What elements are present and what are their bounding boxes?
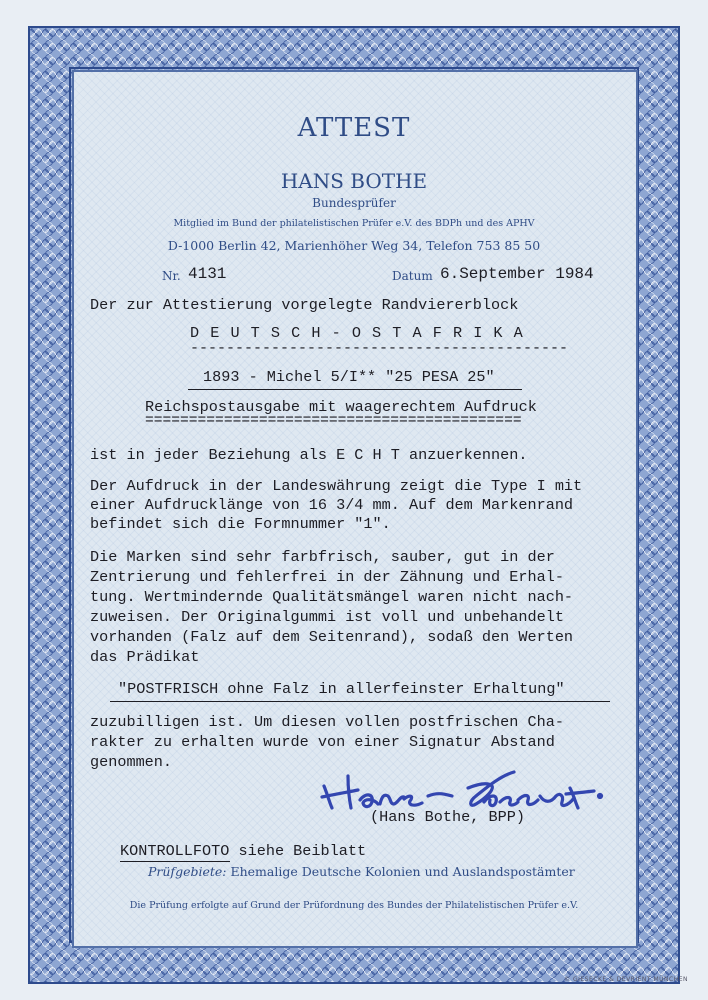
examination-fields-value: Ehemalige Deutsche Kolonien und Auslandspostämter	[230, 864, 575, 879]
issue-line: 1893 - Michel 5/I** "25 PESA 25"	[203, 368, 495, 386]
issue-underline	[188, 389, 522, 390]
control-photo-underline	[120, 861, 230, 862]
examination-fields	[148, 864, 575, 879]
paragraph-2-line: Zentrierung und fehlerfrei in der Zähnung und Erhal-	[90, 568, 564, 586]
paragraph-2-line: tung. Wertmindernde Qualitätsmängel waren nicht nach-	[90, 588, 574, 606]
paragraph-3-line: genommen.	[90, 753, 173, 771]
paragraph-3-line: rakter zu erhalten wurde von einer Signatur Abstand	[90, 733, 555, 751]
examination-fields-label: Prüfgebiete:	[148, 864, 227, 879]
paragraph-2-line: zuweisen. Der Originalgummi ist voll und unbehandelt	[90, 608, 564, 626]
certificate-number: 4131	[188, 265, 227, 283]
country-underline: ------------------------------------------	[190, 340, 569, 357]
signature-name: (Hans Bothe, BPP)	[370, 808, 525, 826]
number-label: Nr.	[162, 269, 181, 283]
paragraph-1-line: befindet sich die Formnummer "1".	[90, 515, 391, 533]
examiner-role: Bundesprüfer	[312, 196, 396, 210]
printer-imprint: © GIESECKE & DEVRIENT MÜNCHEN	[564, 976, 688, 983]
examination-rules-note: Die Prüfung erfolgte auf Grund der Prüfordnung des Bundes der Philatelistischen Prüfer e.V.	[129, 900, 579, 911]
verdict-line: ist in jeder Beziehung als E C H T anzuerkennen.	[90, 446, 528, 464]
certificate-date: 6.September 1984	[440, 265, 594, 283]
paragraph-1-line: Der Aufdruck in der Landeswährung zeigt die Type I mit	[90, 477, 583, 495]
quality-predicate: "POSTFRISCH ohne Falz in allerfeinster Erhaltung"	[118, 680, 565, 698]
country-line: D E U T S C H - O S T A F R I K A	[190, 324, 524, 342]
date-label: Datum	[392, 269, 433, 283]
paragraph-2-line: das Prädikat	[90, 648, 200, 666]
paragraph-1-line: einer Aufdrucklänge von 16 3/4 mm. Auf dem Markenrand	[90, 496, 574, 514]
issue-description: Reichspostausgabe mit waagerechtem Aufdruck	[145, 398, 537, 416]
certificate-title: ATTEST	[297, 113, 411, 143]
membership-line: Mitglied im Bund der philatelistischen Prüfer e.V. des BDPh und des APHV	[173, 218, 535, 229]
intro-line: Der zur Attestierung vorgelegte Randviererblock	[90, 296, 519, 314]
issue-double-rule: ===========================================	[145, 413, 522, 429]
paragraph-3-line: zuzubilligen ist. Um diesen vollen postfrischen Cha-	[90, 713, 564, 731]
examiner-name: HANS BOTHE	[280, 169, 428, 193]
paragraph-2-line: Die Marken sind sehr farbfrisch, sauber, gut in der	[90, 548, 555, 566]
address-line: D-1000 Berlin 42, Marienhöher Weg 34, Telefon 753 85 50	[167, 238, 541, 253]
paragraph-2-line: vorhanden (Falz auf dem Seitenrand), sodaß den Werten	[90, 628, 574, 646]
control-photo-reference: KONTROLLFOTO siehe Beiblatt	[120, 842, 367, 860]
quality-underline	[110, 701, 610, 702]
